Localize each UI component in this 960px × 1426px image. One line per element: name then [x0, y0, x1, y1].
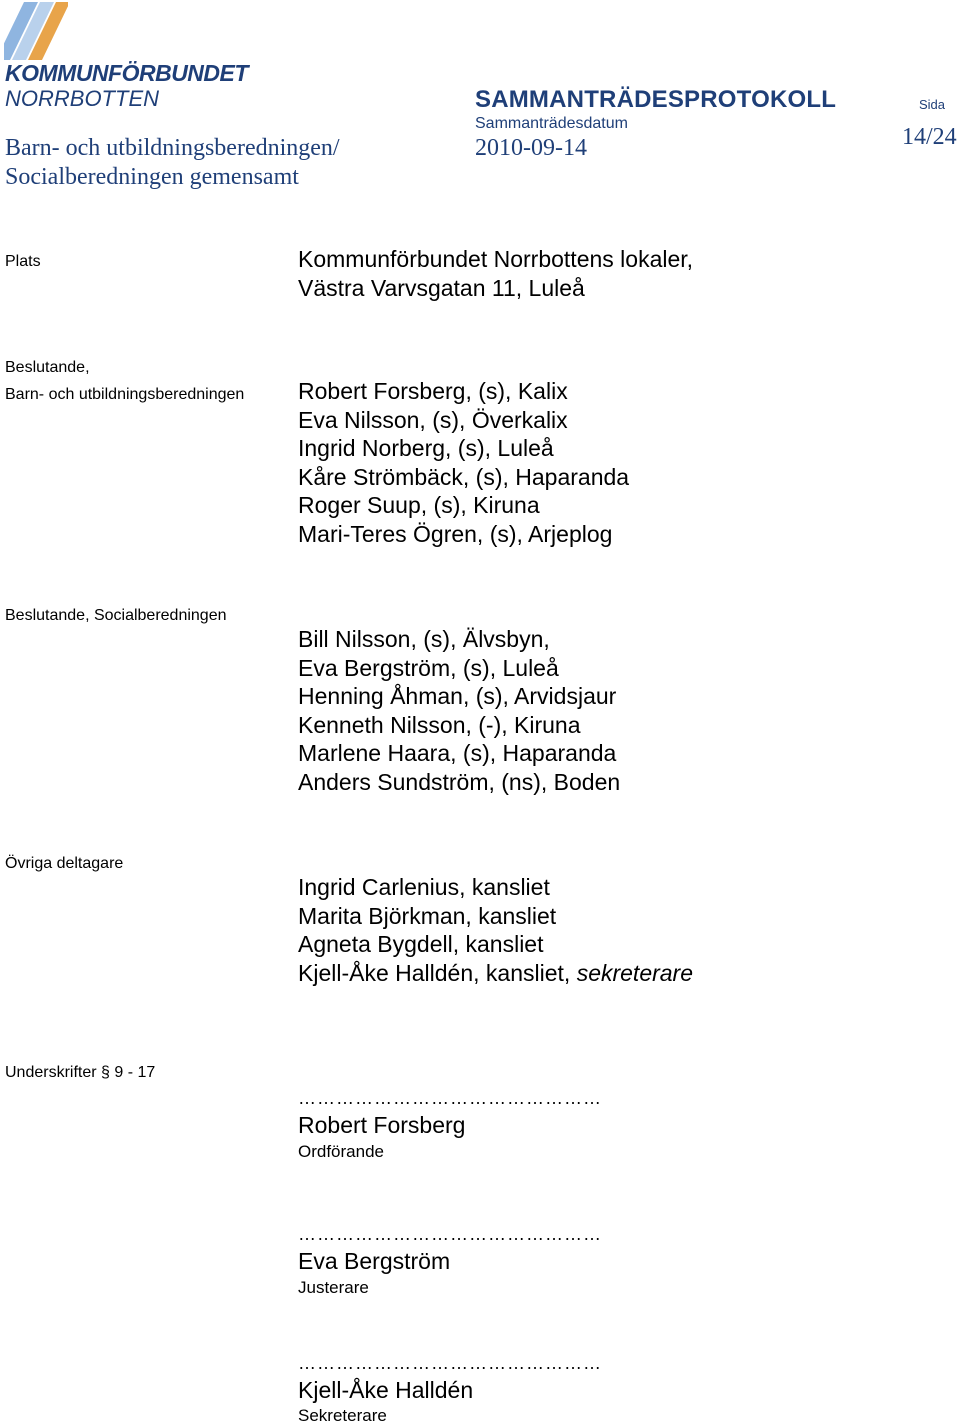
plats-label: Plats — [5, 253, 41, 270]
signatory-name: Robert Forsberg — [298, 1112, 466, 1138]
ovriga-members — [298, 873, 693, 987]
plats-address — [298, 245, 693, 302]
underskrifter-label — [5, 1064, 155, 1082]
member-item: Bill Nilsson, (s), Älvsbyn, — [298, 626, 550, 652]
member-item: Eva Bergström, (s), Luleå — [298, 654, 559, 681]
member-item: Ingrid Carlenius, kansliet — [298, 874, 550, 900]
meeting-date-label: Sammanträdesdatum — [475, 115, 628, 132]
member-item: Roger Suup, (s), Kiruna — [298, 492, 540, 519]
beslutande-bub-label-line1: Beslutande, — [5, 359, 90, 376]
member-item: Mari-Teres Ögren, (s), Arjeplog — [298, 520, 613, 547]
page-number: 14/24 — [902, 124, 957, 150]
organization-line2: Socialberedningen gemensamt — [5, 164, 299, 190]
organization-line1: Barn- och utbildningsberedningen/ — [5, 135, 340, 161]
member-role: sekreterare — [576, 959, 694, 986]
member-item: Kenneth Nilsson, (-), Kiruna — [298, 711, 581, 738]
member-item: Marita Björkman, kansliet — [298, 902, 557, 929]
signatory-role: Sekreterare — [298, 1406, 387, 1425]
member-item: Anders Sundström, (ns), Boden — [298, 768, 621, 795]
document-type-title: SAMMANTRÄDESPROTOKOLL — [475, 86, 837, 113]
ovriga-label: Övriga deltagare — [5, 855, 124, 872]
member-item: Henning Åhman, (s), Arvidsjaur — [298, 683, 617, 710]
member-item: Ingrid Norberg, (s), Luleå — [298, 435, 554, 462]
logo-text-line1: KOMMUNFÖRBUNDET — [5, 60, 248, 86]
signature-line: ………………………………………… — [298, 1353, 602, 1373]
meeting-date-value: 2010-09-14 — [475, 135, 587, 161]
signatory-role: Justerare — [298, 1278, 369, 1297]
logo-text-line2: NORRBOTTEN — [5, 86, 159, 111]
member-item — [298, 959, 693, 988]
logo-stripes-icon — [4, 2, 68, 64]
member-item: Eva Nilsson, (s), Överkalix — [298, 406, 568, 433]
page-label: Sida — [919, 97, 946, 112]
underskrifter-title: Underskrifter — [5, 1064, 97, 1081]
plats-line: Västra Varvsgatan 11, Luleå — [298, 274, 585, 301]
signatory-role: Ordförande — [298, 1142, 384, 1161]
member-item: Kåre Strömbäck, (s), Haparanda — [298, 463, 630, 490]
member-item: Robert Forsberg, (s), Kalix — [298, 378, 568, 404]
signatory-name: Kjell-Åke Halldén — [298, 1377, 474, 1403]
signature-line: ………………………………………… — [298, 1088, 602, 1108]
member-name: Kjell-Åke Halldén, kansliet, — [298, 959, 577, 986]
member-item: Marlene Haara, (s), Haparanda — [298, 740, 617, 767]
signatory-name: Eva Bergström — [298, 1248, 451, 1274]
signature-line: ………………………………………… — [298, 1224, 602, 1244]
beslutande-bub-label-line2: Barn- och utbildningsberedningen — [5, 386, 245, 403]
beslutande-bub-members — [298, 377, 629, 549]
section-symbol: § — [101, 1064, 110, 1081]
paragraph-range: 9 - 17 — [114, 1064, 156, 1081]
beslutande-soc-members — [298, 625, 620, 797]
plats-line: Kommunförbundet Norrbottens lokaler, — [298, 246, 694, 272]
member-item: Agneta Bygdell, kansliet — [298, 931, 544, 958]
beslutande-soc-label: Beslutande, Socialberedningen — [5, 607, 227, 624]
